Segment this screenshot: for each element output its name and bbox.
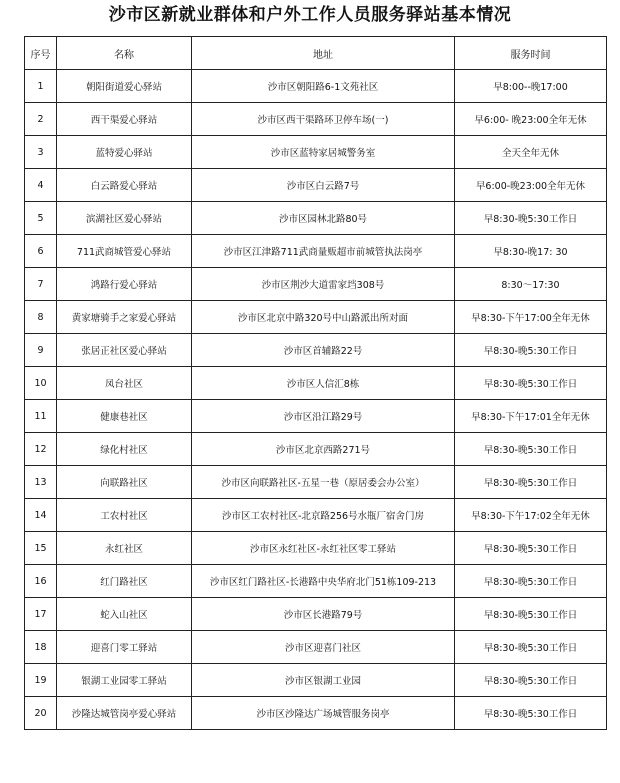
header-name: 名称 [57,37,192,70]
table-row [25,565,607,598]
cell-no: 12 [25,433,57,466]
table-row [25,70,607,103]
cell-name: 永红社区 [57,532,192,565]
cell-name: 银湖工业园零工驿站 [57,664,192,697]
cell-name: 蛇入山社区 [57,598,192,631]
cell-hours: 早8:30-晚5:30工作日 [455,598,607,631]
table-row [25,631,607,664]
header-address: 地址 [192,37,455,70]
cell-name: 红门路社区 [57,565,192,598]
cell-no: 1 [25,70,57,103]
cell-no: 14 [25,499,57,532]
cell-hours: 早8:30-晚5:30工作日 [455,466,607,499]
cell-address: 沙市区蓝特家居城警务室 [192,136,455,169]
cell-name: 张居正社区爱心驿站 [57,334,192,367]
cell-name: 朝阳街道爱心驿站 [57,70,192,103]
cell-address: 沙市区长港路79号 [192,598,455,631]
table-row [25,169,607,202]
cell-address: 沙市区向联路社区-五星一巷（原居委会办公室） [192,466,455,499]
table-row [25,532,607,565]
table-row [25,103,607,136]
cell-name: 迎喜门零工驿站 [57,631,192,664]
cell-address: 沙市区红门路社区-长港路中央华府北门51栋109-213 [192,565,455,598]
cell-address: 沙市区人信汇8栋 [192,367,455,400]
cell-hours: 早8:30-下午17:01全年无休 [455,400,607,433]
table-row [25,664,607,697]
cell-name: 工农村社区 [57,499,192,532]
document-title: 沙市区新就业群体和户外工作人员服务驿站基本情况 [108,5,512,25]
header-no: 序号 [25,37,57,70]
stations-table [24,36,607,730]
table-row [25,697,607,730]
cell-address: 沙市区首辅路22号 [192,334,455,367]
table-row [25,499,607,532]
cell-address: 沙市区工农村社区-北京路256号水瓶厂宿舍门房 [192,499,455,532]
cell-address: 沙市区朝阳路6-1文苑社区 [192,70,455,103]
cell-no: 3 [25,136,57,169]
cell-hours: 早8:30-下午17:00全年无休 [455,301,607,334]
table-row [25,202,607,235]
cell-no: 9 [25,334,57,367]
cell-name: 绿化村社区 [57,433,192,466]
table-row [25,268,607,301]
cell-address: 沙市区迎喜门社区 [192,631,455,664]
table-header-row [25,37,607,70]
cell-no: 5 [25,202,57,235]
table-row [25,433,607,466]
cell-name: 健康巷社区 [57,400,192,433]
cell-hours: 早8:30-晚5:30工作日 [455,664,607,697]
cell-hours: 早6:00- 晚23:00全年无休 [455,103,607,136]
table-row [25,466,607,499]
cell-address: 沙市区白云路7号 [192,169,455,202]
cell-name: 711武商城管爱心驿站 [57,235,192,268]
cell-hours: 早8:30-晚5:30工作日 [455,433,607,466]
cell-hours: 早8:30-晚5:30工作日 [455,565,607,598]
cell-name: 鸿路行爱心驿站 [57,268,192,301]
header-hours: 服务时间 [455,37,607,70]
cell-no: 17 [25,598,57,631]
table-body [25,70,607,730]
table-row [25,301,607,334]
cell-hours: 早8:30-晚5:30工作日 [455,334,607,367]
table-row [25,367,607,400]
cell-address: 沙市区荆沙大道雷家垱308号 [192,268,455,301]
cell-hours: 早8:00--晚17:00 [455,70,607,103]
cell-hours: 早8:30-下午17:02全年无休 [455,499,607,532]
cell-no: 8 [25,301,57,334]
cell-name: 滨湖社区爱心驿站 [57,202,192,235]
cell-address: 沙市区江津路711武商量贩超市前城管执法岗亭 [192,235,455,268]
cell-no: 20 [25,697,57,730]
cell-no: 6 [25,235,57,268]
cell-no: 15 [25,532,57,565]
cell-address: 沙市区银湖工业园 [192,664,455,697]
cell-hours: 早8:30-晚5:30工作日 [455,532,607,565]
cell-hours: 全天全年无休 [455,136,607,169]
cell-address: 沙市区永红社区-永红社区零工驿站 [192,532,455,565]
cell-hours: 早8:30-晚17: 30 [455,235,607,268]
table-row [25,400,607,433]
cell-hours: 早6:00-晚23:00全年无休 [455,169,607,202]
cell-name: 凤台社区 [57,367,192,400]
cell-no: 4 [25,169,57,202]
cell-hours: 8:30～17:30 [455,268,607,301]
cell-name: 沙隆达城管岗亭爱心驿站 [57,697,192,730]
table-row [25,235,607,268]
table-row [25,136,607,169]
cell-address: 沙市区西干渠路环卫停车场(一) [192,103,455,136]
cell-hours: 早8:30-晚5:30工作日 [455,367,607,400]
cell-address: 沙市区园林北路80号 [192,202,455,235]
cell-hours: 早8:30-晚5:30工作日 [455,697,607,730]
cell-no: 11 [25,400,57,433]
cell-address: 沙市区北京西路271号 [192,433,455,466]
cell-no: 2 [25,103,57,136]
cell-address: 沙市区沿江路29号 [192,400,455,433]
table-row [25,598,607,631]
table-row [25,334,607,367]
cell-address: 沙市区北京中路320号中山路派出所对面 [192,301,455,334]
cell-no: 10 [25,367,57,400]
cell-name: 向联路社区 [57,466,192,499]
cell-no: 18 [25,631,57,664]
cell-name: 白云路爱心驿站 [57,169,192,202]
cell-hours: 早8:30-晚5:30工作日 [455,631,607,664]
cell-no: 7 [25,268,57,301]
cell-address: 沙市区沙隆达广场城管服务岗亭 [192,697,455,730]
cell-hours: 早8:30-晚5:30工作日 [455,202,607,235]
cell-name: 蓝特爱心驿站 [57,136,192,169]
cell-name: 黄家塘骑手之家爱心驿站 [57,301,192,334]
cell-no: 13 [25,466,57,499]
cell-name: 西干渠爱心驿站 [57,103,192,136]
cell-no: 19 [25,664,57,697]
cell-no: 16 [25,565,57,598]
